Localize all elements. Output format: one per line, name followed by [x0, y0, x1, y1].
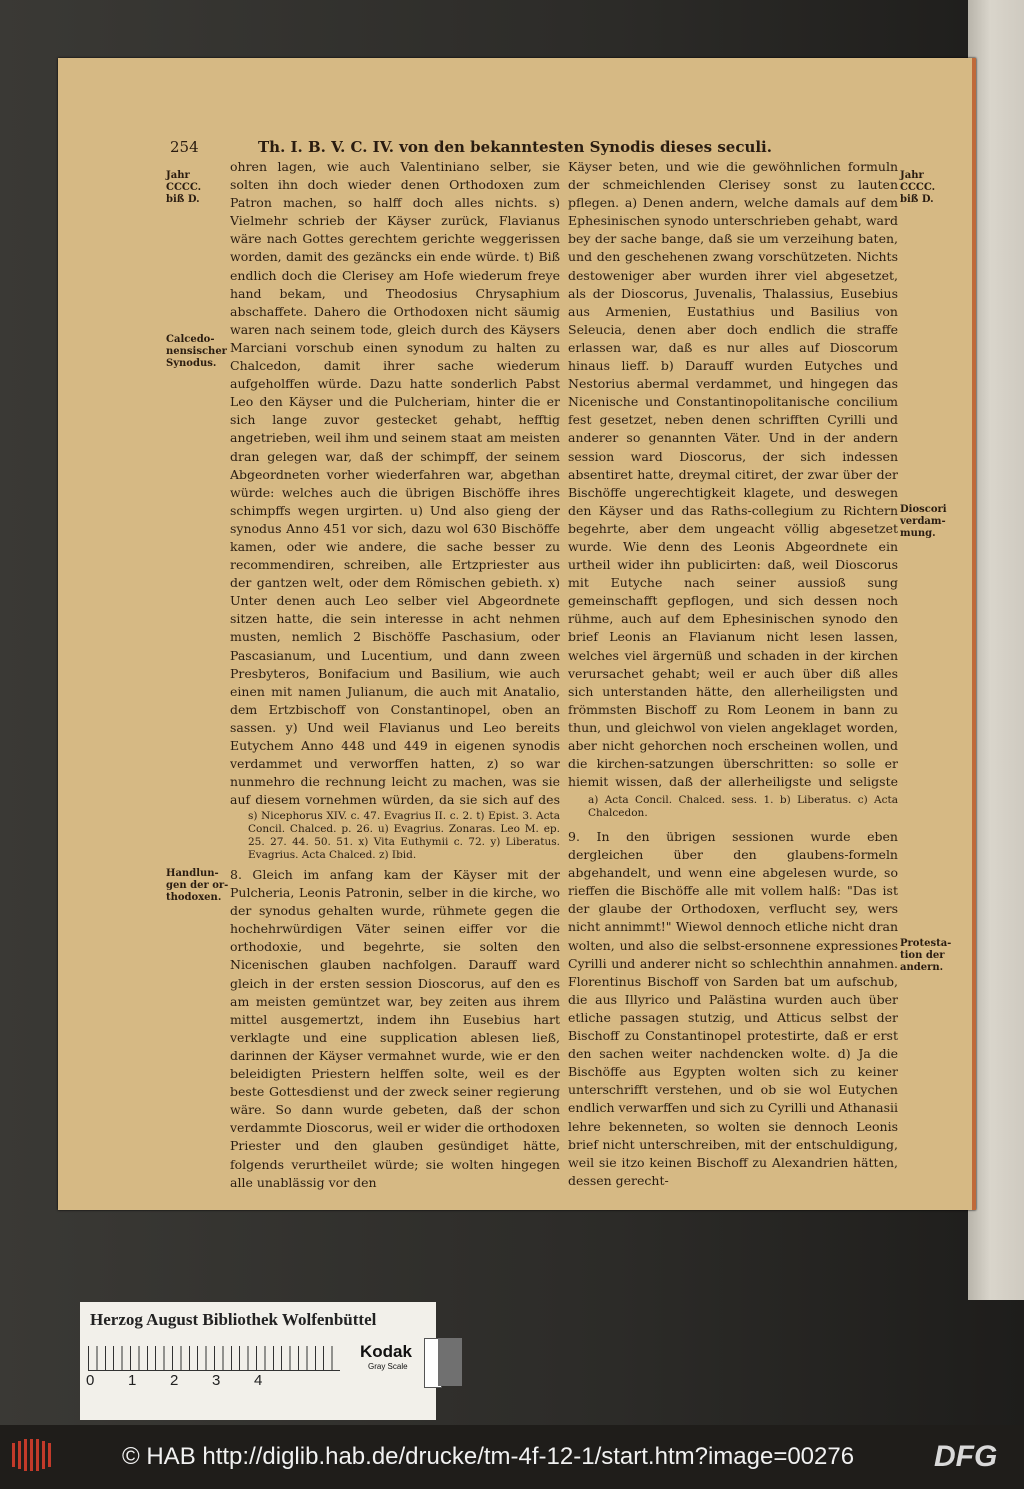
gray-scale-label: Gray Scale [368, 1362, 408, 1371]
right-column-text-2: 9. In den übrigen sessionen wurde eben dergleichen über den glaubens-formeln abgehandelt, und wenn eine abgelesen wurde, so rieffen die Bischöffe alle mit vollem halß: "Das ist der glaube der Orthodoxen, verflucht sey, wers nicht annimmt!" Wiewol dennoch etliche nicht dran wolten, und also die selbst-ersonnene expressiones Cyrilli und anderer nicht so schlechthin annahmen. Florentinus Bischoff von Sarden bat um aufschub, die aus Illyrico und Palästina wurden auch über etliche passagen stutzig, und Atticus selbst der Bischoff zu Constantinopel protestirte, daß er erst den sachen weiter nachdencken wolte. d) Ja die Bischöffe aus Egypten wolten sich zu keiner unterschrifft verstehen, und ob sie wol Eutychen endlich verwarffen und sich zu Cyrilli und Athanasii lehre bekenneten, so wolten sie dennoch Leonis brief nicht unterschreiben, mit der entschuldigung, weil sie itzo keinen Bischoff zu Alexandrien hätten, dessen gerecht- [568, 829, 898, 1188]
left-column [230, 158, 560, 808]
running-title: Th. I. B. V. C. IV. von den bekanntesten Synodis dieses seculi. [258, 138, 772, 156]
measurement-ruler [88, 1346, 340, 1371]
right-column [568, 158, 898, 790]
right-column-footnotes [588, 794, 898, 824]
dfg-logo: DFG [934, 1440, 998, 1473]
ruler-number-2: 2 [170, 1372, 179, 1389]
right-margin-note-3: Protesta- tion der andern. [900, 938, 952, 973]
ruler-number-1: 1 [128, 1372, 137, 1389]
gray-swatch [438, 1338, 462, 1386]
page-header [170, 138, 890, 158]
left-column-section-8 [230, 866, 560, 1196]
left-footnotes-text: s) Nicephorus XIV. c. 47. Evagrius II. c. 2. t) Epist. 3. Acta Concil. Chalced. p. 26. u) Evagrius. Zonaras. Leo M. ep. 25. 27. 44. 50. 51. x) Vita Euthymii c. 72. y) Liberatus. Evagrius. Acta Chalced. z) Ibid. [248, 810, 560, 861]
ruler-number-0: 0 [86, 1372, 95, 1389]
color-scale-card [80, 1302, 436, 1420]
right-column-section-9 [568, 828, 898, 1196]
left-margin-note-3: Handlun- gen der or- thodoxen. [166, 868, 229, 903]
left-margin-note-2: Calcedo- nensischer Synodus. [166, 334, 227, 369]
left-margin-note-1: Jahr CCCC. biß D. [166, 170, 202, 205]
left-column-text-2: 8. Gleich im anfang kam der Käyser mit der Pulcheria, Leonis Patronin, selber in die kirche, wo der synodus gehalten wurde, rühmete gegen die hochehrwürdigen Väter seinen eiffer vor die orthodoxie, und begehrte, sie solten den Nicenischen glauben nachfolgen. Darauff ward gleich in der ersten session Dioscorus, auf den es am meisten gemüntzet war, bey zeiten aus ihrem mittel ausgemertzt, indem ihn Eusebius hart verklagte und eine supplication ablesen ließ, darinnen der Käyser vermahnet wurde, wie er den beleidigten Priestern helffen solte, weil es der beste Gottesdienst und der zweck seiner regierung wäre. So dann wurde gebeten, daß der schon verdammte Dioscorus, weil er wider die orthodoxen Priester und den glauben gesündiget hätte, folgends verurtheilet würde; sie wolten hingegen alle unablässig vor den [230, 867, 560, 1190]
hab-logo-icon [10, 1437, 52, 1473]
left-column-footnotes [248, 810, 560, 862]
ruler-numbers [86, 1372, 346, 1390]
right-column-text: Käyser beten, und wie die gewöhnlichen formuln der schmeichlenden Clerisey sonst zu lauten pflegen. a) Denen andern, welche damals auf dem Ephesinischen synodo unterschrieben gehabt, ward bey der sache bange, daß sie um verzeihung baten, und den geschehenen zwang vorschützeten. Nichts destoweniger aber wurden ihrer viel abgesetzet, als der Dioscorus, Juvenalis, Thalassius, Eusebius aus Armenien, Eustathius und Basilius von Seleucia, denen aber doch endlich die straffe erlassen war, daß es nur alles auf Dioscorum hinaus lieff. b) Darauff wurden Eutyches und Nestorius abermal verdammet, und hingegen das Nicenische und Constantinopolitanische concilium fest gesetzet, neben denen schrifften Cyrilli und anderer so genannten Väter. Und in der andern session ward Dioscorus, der sich indessen absentiret hatte, dreymal citiret, der zwar über der Bischöffe ungerechtigkeit klagete, und deswegen den Käyser und das Raths-collegium zu Richtern begehrte, aber dem ungeacht völlig abgesetzet wurde. Wie denn des Leonis Abgeordnete ein urtheil wider ihn publicirten: daß, weil Dioscorus mit Eutyche nach seiner aussioß sung gemeinschafft gepflogen, und sich dessen noch rühme, auch auf dem Ephesinischen synodo den brief Leonis an Flavianum nicht lesen lassen, welches viel ärgernüß und schaden in der kirchen verursachet gehabt; weil er auch über diß alles sich unterstanden hätte, den allerheiligsten und frömmsten Bischoff zu Rom Leonem in bann zu thun, und gleichwol von vielen angeklaget worden, aber nicht gehorchen noch erscheinen wollen, und die kirchen-satzungen überschritten: so solle er hiemit wissen, daß der allerheiligste und seligste [568, 159, 898, 790]
library-name: Herzog August Bibliothek Wolfenbüttel [90, 1310, 377, 1329]
right-margin-note-1: Jahr CCCC. biß D. [900, 170, 936, 205]
right-margin-note-2: Dioscori verdam- mung. [900, 504, 947, 539]
right-footnotes-text: a) Acta Concil. Chalced. sess. 1. b) Liberatus. c) Acta Chalcedon. [588, 794, 898, 819]
book-page [58, 58, 976, 1210]
ruler-number-3: 3 [212, 1372, 221, 1389]
source-url[interactable]: © HAB http://diglib.hab.de/drucke/tm-4f-12-1/start.htm?image=00276 [122, 1443, 855, 1470]
book-cover-edge [968, 0, 1024, 1300]
ruler-number-4: 4 [254, 1372, 263, 1389]
left-column-text: ohren lagen, wie auch Valentiniano selber, sie solten ihn doch wieder denen Orthodoxen zum Patron machen, so halff doch alles nichts. s) Vielmehr schrieb der Käyser zurück, Flavianus wäre nach Gottes gerechtem gerichte weggerissen worden, damit des gezäncks ein ende würde. t) Biß endlich doch die Clerisey am Hofe wiederum freye hand bekam, und Theodosius Chrysaphium abschaffete. Dahero die Orthodoxen nicht säumig waren nach seinem tode, gleich durch des Käysers Marciani vorschub einen synodum zu halten zu Chalcedon, damit ihrer sache wiederum aufgeholffen würde. Dazu hatte sonderlich Pabst Leo den Käyser und die Pulcheriam, hinter die er sich lange zuvor gestecket gehabt, hefftig angetrieben, weil ihm und seinem staat am meisten dran gelegen war, daß der schimpff, der seinem Abgeordneten vorher wiederfahren war, abgethan würde: welches auch die übrigen Bischöffe ihres schimpffs wegen urgirten. u) Und also gieng der synodus Anno 451 vor sich, dazu wol 630 Bischöffe kamen, oder wie andere, die sache besser zu recommendiren, schreiben, alle Ertzpriester aus der gantzen welt, oder dem Römischen gebieth. x) Unter denen auch Leo selber viel Abgeordnete sitzen hatte, die sein interesse in acht nehmen musten, nemlich 2 Bischöffe Paschasium, oder Pascasianum, und Lucentium, und dann zween Presbyteros, Bonifacium und Basilium, wie auch einen mit namen Julianum, die auch mit Anatalio, dem Ertzbischoff von Constantinopel, oben an sassen. y) Und weil Flavianus und Leo bereits Eutychem Anno 448 und 449 in eigenen synodis verdammet und verworffen hatten, z) so war nunmehro die rechnung leicht zu machen, was sie auf diesem vornehmen würden, da sie sich auf des [230, 159, 560, 808]
page-number: 254 [170, 138, 199, 156]
kodak-label: Kodak [360, 1342, 412, 1361]
footer-bar [0, 1425, 1024, 1489]
